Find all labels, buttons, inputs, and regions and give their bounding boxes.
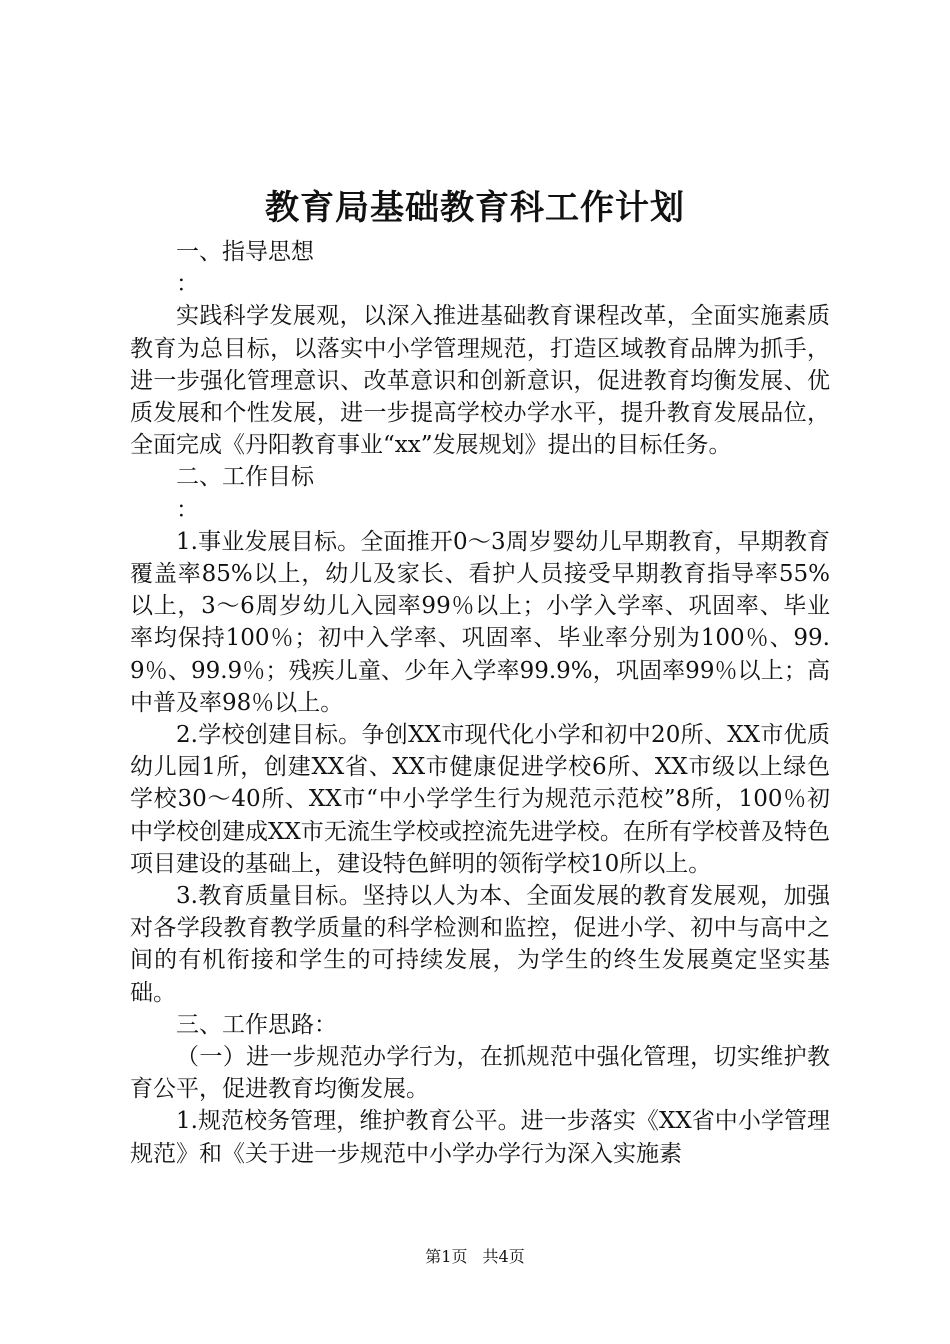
- paragraph-school-building-goals: 2.学校创建目标。争创XX市现代化小学和初中20所、XX市优质幼儿园1所，创建XX省、XX市健康促进学校6所、XX市级以上绿色学校30～40所、XX市“中小学学生行为规范示范校”8所，100％初中学校创建成XX市无流生学校或控流先进学校。在所有学校普及特色项目建设的基础上，建设特色鲜明的领衔学校10所以上。: [130, 722, 830, 877]
- document-title: 教育局基础教育科工作计划: [265, 188, 685, 228]
- page-footer: [0, 1246, 950, 1268]
- paragraph-development-goals: 1.事业发展目标。全面推开0～3周岁婴幼儿早期教育，早期教育覆盖率85%以上，幼儿及家长、看护人员接受早期教育指导率55%以上，3～6周岁幼儿入园率99％以上；小学入学率、巩固率、毕业率均保持100％；初中入学率、巩固率、毕业率分别为100％、99.9％、99.9％；残疾儿童、少年入学率99.9%，巩固率99％以上；高中普及率98％以上。: [130, 528, 830, 716]
- paragraph-guiding-ideology: 实践科学发展观，以深入推进基础教育课程改革，全面实施素质教育为总目标，以落实中小学管理规范，打造区域教育品牌为抓手，进一步强化管理意识、改革意识和创新意识，促进教育均衡发展、优质发展和个性发展，进一步提高学校办学水平，提升教育发展品位，全面完成《丹阳教育事业“xx”发展规划》提出的目标任务。: [130, 303, 830, 459]
- page-total: 共4页: [482, 1247, 525, 1266]
- paragraph-education-quality-goals: 3.教育质量目标。坚持以人为本、全面发展的教育发展观，加强对各学段教育教学质量的科学检测和监控，促进小学、初中与高中之间的有机衔接和学生的可持续发展，为学生的终生发展奠定坚实基础。: [130, 883, 830, 1006]
- page-number: 第1页: [425, 1247, 468, 1266]
- section-heading-work-approach: 三、工作思路：: [176, 1011, 337, 1038]
- section-colon: ：: [176, 496, 199, 523]
- section-colon: ：: [176, 271, 199, 298]
- section-heading-work-goals: 二、工作目标: [176, 464, 314, 491]
- paragraph-standardize-school-operation: （一）进一步规范办学行为，在抓规范中强化管理，切实维护教育公平，促进教育均衡发展。: [130, 1044, 830, 1103]
- document-body: [130, 236, 830, 1170]
- paragraph-school-affairs-management: 1.规范校务管理，维护教育公平。进一步落实《XX省中小学管理规范》和《关于进一步规范中小学办学行为深入实施素: [130, 1108, 830, 1167]
- section-heading-guiding-ideology: 一、指导思想: [176, 239, 314, 265]
